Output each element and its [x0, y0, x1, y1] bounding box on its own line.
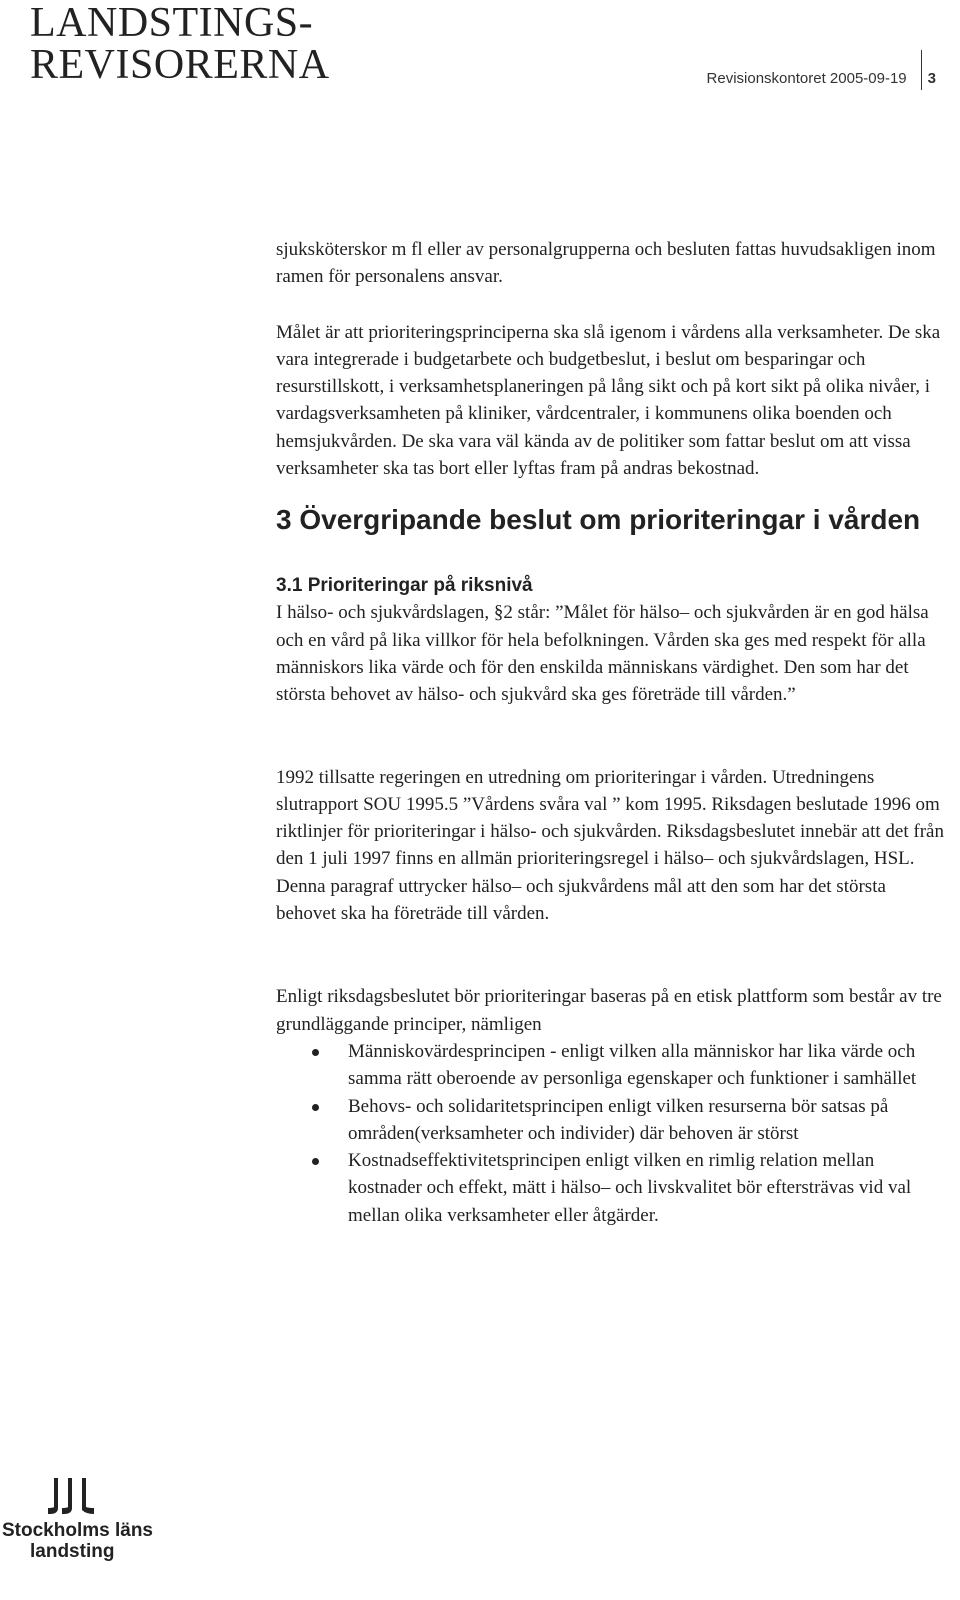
list-item-text: Människovärdesprincipen - enligt vilken alla människor har lika värde och samma rätt oberoende av personliga egenskaper och funktioner i samhället: [348, 1040, 917, 1090]
landsting-logo: [0, 1478, 153, 1588]
page-number: 3: [927, 69, 936, 87]
header-divider: [921, 50, 922, 90]
bullet-icon: [312, 1158, 319, 1165]
letterhead-line-2: REVISORERNA: [30, 42, 330, 88]
list-item: [276, 1038, 946, 1093]
list-item-text: Behovs- och solidaritetsprincipen enligt vilken resurserna bör satsas på områden(verksamheter och individer) där behoven är störst: [348, 1095, 889, 1144]
paragraph-5: Enligt riksdagsbeslutet bör prioriteringar baseras på en etisk plattform som består av tre grundläggande principer, nämligen: [276, 986, 942, 1035]
logo-wordmark-line-2: landsting: [30, 1541, 115, 1562]
header-meta: [707, 58, 936, 98]
list-item: [276, 1147, 946, 1229]
letterhead-title: [30, 2, 330, 86]
logo-wordmark-line-1: Stockholms läns: [2, 1520, 153, 1541]
subsection-heading: 3.1 Prioriteringar på riksnivå: [276, 575, 533, 597]
paragraph-2: Målet är att prioriteringsprinciperna ska slå igenom i vårdens alla verksamheter. De ska vara integrerade i budgetarbete och budgetbeslut, i beslut om besparingar och resurstillskott, i verksamhetsplaneringen på lång sikt och på kort sikt på olika nivåer, i vardagsverksamheten på kliniker, vårdcentraler, i kommunens olika boenden och hemsjukvården. De ska vara väl kända av de politiker som fattar beslut om att vissa verksamheter ska tas bort eller lyftas fram på andras bekostnad.: [276, 321, 941, 480]
letterhead-line-1: LANDSTINGS-: [30, 0, 314, 46]
paragraph-1: sjuksköterskor m fl eller av personalgrupperna och besluten fattas huvudsakligen inom ramen för personalens ansvar.: [276, 239, 936, 288]
logo-mark-icon: [48, 1478, 100, 1520]
principles-list: [276, 1038, 946, 1229]
list-item: [276, 1093, 946, 1148]
bullet-icon: [312, 1104, 319, 1111]
paragraph-3: I hälso- och sjukvårdslagen, §2 står: ”Målet för hälso– och sjukvården är en god hälsa och en vård på lika villkor för hela befolkningen. Vården ska ges med respekt för alla människors lika värde och för den enskilda människans värdighet. Den som har det största behovet av hälso- och sjukvård ska ges företräde till vården.”: [276, 602, 929, 706]
header-org-date: Revisionskontoret 2005-09-19: [706, 69, 907, 87]
bullet-icon: [312, 1049, 319, 1056]
logo-wordmark: [2, 1520, 153, 1562]
document-body: [276, 236, 946, 1229]
paragraph-4: 1992 tillsatte regeringen en utredning om prioriteringar i vården. Utredningens slutrapport SOU 1995.5 ”Vårdens svåra val ” kom 1995. Riksdagen beslutade 1996 om riktlinjer för prioriteringar i hälso- och sjukvården. Riksdagsbeslutet innebär att det från den 1 juli 1997 finns en allmän prioriteringsregel i hälso– och sjukvårdslagen, HSL. Denna paragraf uttrycker hälso– och sjukvårdens mål att den som har det största behovet ska ha företräde till vården.: [276, 766, 944, 925]
list-item-text: Kostnadseffektivitetsprincipen enligt vilken en rimlig relation mellan kostnader och effekt, mätt i hälso– och livskvalitet bör eftersträvas vid val mellan olika verksamheter eller åtgärder.: [348, 1150, 912, 1226]
section-heading: 3 Övergripande beslut om prioriteringar i vården: [276, 504, 921, 536]
